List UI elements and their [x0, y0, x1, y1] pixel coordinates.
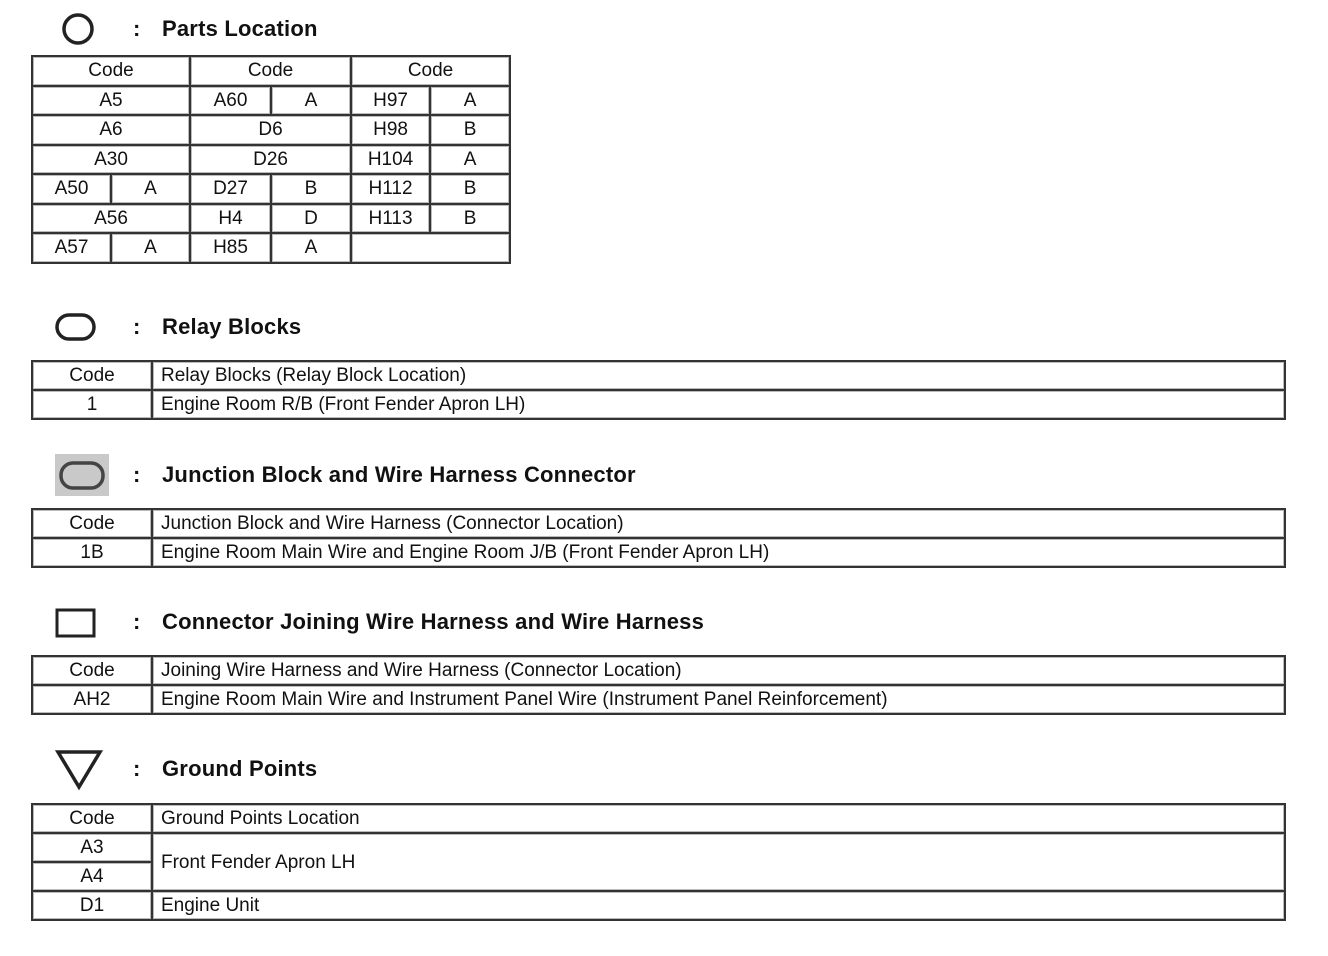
section-title: Junction Block and Wire Harness Connector	[162, 462, 636, 487]
code-cell: 1	[32, 390, 152, 419]
header-cell: Joining Wire Harness and Wire Harness (Connector Location)	[152, 656, 1285, 685]
suffix-cell: A	[271, 86, 351, 116]
code-cell: H85	[190, 233, 271, 263]
code-cell: H4	[190, 204, 271, 234]
code-cell: D6	[190, 115, 351, 145]
section-title: Connector Joining Wire Harness and Wire Harness	[162, 609, 705, 634]
code-cell: D26	[190, 145, 351, 175]
section-title: Relay Blocks	[162, 314, 302, 339]
header-cell: Junction Block and Wire Harness (Connector Location)	[152, 509, 1285, 538]
code-cell: A56	[32, 204, 190, 234]
table-header-row	[32, 509, 1285, 538]
table-row	[32, 174, 510, 204]
code-cell: A3	[32, 833, 152, 862]
code-cell: D27	[190, 174, 271, 204]
junction-block-heading	[0, 455, 1328, 495]
table-row	[32, 86, 510, 116]
suffix-cell: B	[430, 115, 510, 145]
code-cell: H113	[351, 204, 430, 234]
code-cell: A50	[32, 174, 111, 204]
header-cell: Code	[32, 56, 190, 86]
rounded-rect-icon	[54, 311, 98, 343]
suffix-cell: A	[430, 145, 510, 175]
code-cell: A60	[190, 86, 271, 116]
section-title: Parts Location	[162, 16, 318, 41]
table-header-row	[32, 56, 510, 86]
table-row	[32, 233, 510, 263]
code-cell: D1	[32, 891, 152, 920]
table-header-row	[32, 656, 1285, 685]
connector-joining-heading	[0, 602, 1328, 642]
header-cell: Ground Points Location	[152, 804, 1285, 833]
description-cell: Front Fender Apron LH	[152, 833, 1285, 891]
code-cell: A5	[32, 86, 190, 116]
code-cell: H97	[351, 86, 430, 116]
code-cell: H112	[351, 174, 430, 204]
junction-block-table	[31, 508, 1286, 568]
table-row	[32, 204, 510, 234]
code-cell: AH2	[32, 685, 152, 714]
table-row	[32, 833, 1285, 862]
table-row	[32, 538, 1285, 567]
description-cell: Engine Room Main Wire and Engine Room J/B (Front Fender Apron LH)	[152, 538, 1285, 567]
code-cell: A4	[32, 862, 152, 891]
suffix-cell: A	[271, 233, 351, 263]
square-icon	[54, 607, 98, 639]
header-cell: Code	[32, 804, 152, 833]
header-cell: Code	[32, 509, 152, 538]
suffix-cell: A	[111, 233, 190, 263]
triangle-icon	[55, 749, 103, 791]
header-cell: Code	[32, 361, 152, 390]
ground-points-table	[31, 803, 1286, 921]
description-cell: Engine Room R/B (Front Fender Apron LH)	[152, 390, 1285, 419]
ground-points-heading	[0, 749, 1328, 789]
code-cell: H98	[351, 115, 430, 145]
suffix-cell: B	[430, 204, 510, 234]
table-row	[32, 115, 510, 145]
section-title: Ground Points	[162, 756, 318, 781]
code-cell: A6	[32, 115, 190, 145]
shaded-rounded-rect-icon	[53, 452, 111, 498]
description-cell: Engine Unit	[152, 891, 1285, 920]
colon: :	[133, 16, 141, 41]
suffix-cell: D	[271, 204, 351, 234]
colon: :	[133, 314, 141, 339]
empty-cell	[351, 233, 510, 263]
colon: :	[133, 609, 141, 634]
code-cell: 1B	[32, 538, 152, 567]
header-cell: Code	[351, 56, 510, 86]
suffix-cell: B	[430, 174, 510, 204]
colon: :	[133, 462, 141, 487]
suffix-cell: A	[111, 174, 190, 204]
code-cell: H104	[351, 145, 430, 175]
table-header-row	[32, 361, 1285, 390]
colon: :	[133, 756, 141, 781]
table-row	[32, 390, 1285, 419]
parts-location-table	[31, 55, 511, 264]
header-cell: Code	[190, 56, 351, 86]
code-cell: A30	[32, 145, 190, 175]
table-row	[32, 685, 1285, 714]
connector-joining-table	[31, 655, 1286, 715]
relay-blocks-table	[31, 360, 1286, 420]
header-cell: Relay Blocks (Relay Block Location)	[152, 361, 1285, 390]
code-cell: A57	[32, 233, 111, 263]
parts-location-heading	[0, 9, 1328, 49]
header-cell: Code	[32, 656, 152, 685]
description-cell: Engine Room Main Wire and Instrument Panel Wire (Instrument Panel Reinforcement)	[152, 685, 1285, 714]
table-row	[32, 891, 1285, 920]
relay-blocks-heading	[0, 307, 1328, 347]
suffix-cell: A	[430, 86, 510, 116]
table-row	[32, 145, 510, 175]
circle-icon	[60, 12, 96, 46]
table-header-row	[32, 804, 1285, 833]
suffix-cell: B	[271, 174, 351, 204]
